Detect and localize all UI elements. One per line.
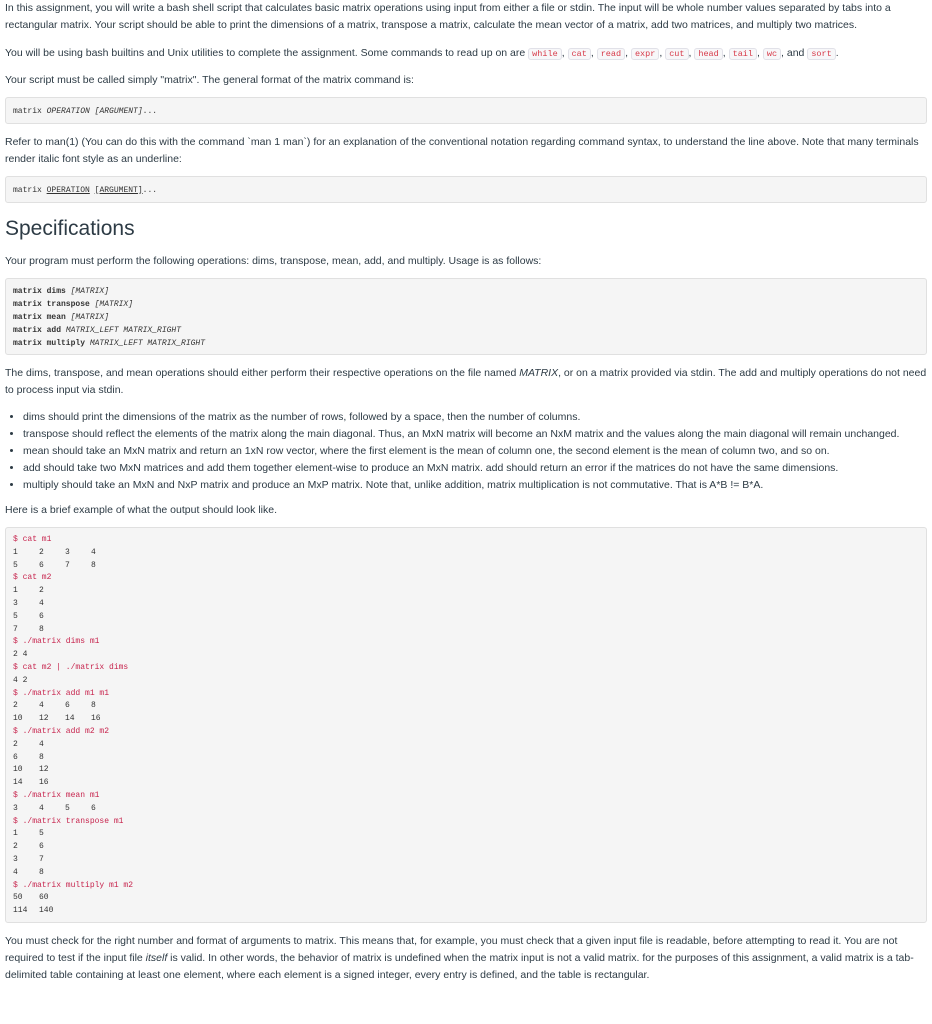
usage-row: matrix add MATRIX_LEFT MATRIX_RIGHT (13, 326, 182, 335)
example-line (13, 624, 919, 637)
matrix-cell: 5 (13, 611, 18, 621)
and-text: , and (781, 47, 805, 59)
bullet-item: • dims should print the dimensions of the matrix as the number of rows, followed by a space, then the number of columns. (23, 409, 927, 426)
matrix-cell: 4 (39, 803, 44, 813)
matrix-cell: 3 (13, 803, 18, 813)
bullet-item: • multiply should take an MxN and NxP matrix and produce an MxP matrix. Note that, unlike addition, matrix multiplication is not commutative. That is A*B != B*A. (23, 477, 927, 494)
commands-paragraph (5, 45, 927, 63)
matrix-cell: 2 (13, 842, 18, 852)
usage-row: matrix dims [MATRIX] (13, 287, 110, 296)
shell-prompt: $ ./matrix add m2 m2 (13, 726, 110, 736)
matrix-cell: 8 (39, 624, 44, 634)
example-line (13, 841, 919, 854)
shell-prompt: $ ./matrix multiply m1 m2 (13, 880, 134, 890)
example-line (13, 598, 919, 611)
matrix-cell: 3 (13, 598, 18, 608)
matrix-cell: 7 (39, 854, 44, 864)
example-line (13, 675, 919, 688)
matrix-cell: 2 (13, 701, 18, 711)
script-name-paragraph: Your script must be called simply "matrix". The general format of the matrix command is: (5, 74, 414, 86)
example-line (13, 688, 919, 701)
command-code: head (694, 48, 722, 60)
example-line (13, 854, 919, 867)
command-code: expr (631, 48, 659, 60)
itself-italic: itself (145, 952, 168, 964)
example-line (13, 636, 919, 649)
command-code: read (597, 48, 625, 60)
command-code: cut (665, 48, 688, 60)
usage-row: matrix transpose [MATRIX] (13, 300, 134, 309)
usage-cmd: matrix (13, 107, 47, 116)
example-intro-paragraph: Here is a brief example of what the output should look like. (5, 504, 277, 516)
command-code: cat (568, 48, 591, 60)
example-line (13, 713, 919, 726)
matrix-cell: 6 (39, 560, 44, 570)
matrix-cell: 8 (39, 752, 44, 762)
example-line (13, 867, 919, 880)
example-line (13, 777, 919, 790)
matrix-cell: 140 (39, 906, 54, 916)
usage-code-block (5, 97, 927, 124)
example-line (13, 560, 919, 573)
matrix-cell: 16 (91, 714, 101, 724)
command-list: while , cat , read , expr , cut , head , tail , wc (528, 47, 781, 59)
usage-row: matrix mean [MATRIX] (13, 313, 110, 322)
usage-operation: OPERATION (46, 107, 90, 116)
matrix-cell: 6 (91, 803, 96, 813)
matrix-cell: 3 (65, 547, 70, 557)
period-text: . (835, 47, 839, 59)
matrix-cell: 4 (39, 739, 44, 749)
example-line (13, 547, 919, 560)
matrix-cell: 10 (13, 714, 23, 724)
matrix-cell: 14 (13, 778, 23, 788)
shell-prompt: $ cat m1 (13, 535, 52, 544)
shell-prompt: $ ./matrix add m1 m1 (13, 688, 110, 698)
matrix-cell: 7 (65, 560, 70, 570)
example-line (13, 803, 919, 816)
example-line (13, 534, 919, 547)
example-line (13, 585, 919, 598)
example-line (13, 649, 919, 662)
matrix-cell: 4 (39, 598, 44, 608)
matrix-cell: 2 (39, 547, 44, 557)
output-text: 2 4 (13, 650, 28, 660)
underline-usage-code-block: matrix OPERATION [ARGUMENT]... (5, 176, 927, 203)
matrix-cell: 5 (39, 829, 44, 839)
matrix-cell: 60 (39, 893, 49, 903)
operations-usage-code-block (5, 278, 927, 355)
example-line (13, 726, 919, 739)
example-line (13, 700, 919, 713)
example-line (13, 662, 919, 675)
matrix-cell: 3 (13, 854, 18, 864)
intro-paragraph: In this assignment, you will write a bash shell script that calculates basic matrix operations using input from either a file or stdin. The input will be whole number values separated by tabs into a rectangular matrix. Your script should be able to print the dimensions of a matrix, transpose a matrix, calculate the mean vector of a matrix, add two matrices, and multiply two matrices. (5, 2, 891, 31)
shell-prompt: $ cat m2 (13, 573, 52, 583)
example-line (13, 752, 919, 765)
example-line (13, 739, 919, 752)
spec-intro-paragraph: Your program must perform the following operations: dims, transpose, mean, add, and multiply. Usage is as follows: (5, 255, 542, 267)
matrix-cell: 6 (65, 701, 70, 711)
shell-prompt: $ ./matrix dims m1 (13, 637, 100, 647)
example-line (13, 764, 919, 777)
matrix-cell: 1 (13, 586, 18, 596)
bullet-item: • transpose should reflect the elements of the matrix along the main diagonal. Thus, an MxN matrix will become an NxM matrix and the values along the main diagonal will remain unchanged. (23, 426, 927, 443)
matrix-cell: 8 (91, 560, 96, 570)
validation-paragraph: You must check for the right number and format of arguments to matrix. This means that, for example, you must check that a given input file is readable, before attempting to read it. You are not required to test if the input file itself is valid. In other words, the behavior of matrix is undefined when the matrix input is not a valid matrix. for the purposes of this assignment, a valid matrix is a tab-delimited table containing at least one element, where each element is a signed integer, every entry is defined, and the table is rectangular. (5, 935, 914, 981)
shell-prompt: $ ./matrix mean m1 (13, 790, 100, 800)
matrix-cell: 8 (91, 701, 96, 711)
example-line (13, 880, 919, 893)
specifications-heading: Specifications (5, 217, 135, 240)
matrix-cell: 14 (65, 714, 75, 724)
matrix-cell: 12 (39, 714, 49, 724)
example-line (13, 828, 919, 841)
command-code: wc (763, 48, 781, 60)
shell-prompt: $ cat m2 | ./matrix dims (13, 662, 129, 672)
example-line (13, 790, 919, 803)
example-line (13, 572, 919, 585)
bullet-item: • add should take two MxN matrices and add them together element-wise to produce an MxN matrix. add should return an error if the matrices do not have the same dimensions. (23, 460, 927, 477)
operations-paragraph: The dims, transpose, and mean operations should either perform their respective operations on the file named MATRIX, or on a matrix provided via stdin. The add and multiply operations do not need to process input via stdin. (5, 367, 927, 396)
matrix-cell: 114 (13, 906, 28, 916)
usage-argument-underlined: [ARGUMENT] (94, 186, 143, 195)
matrix-cell: 8 (39, 867, 44, 877)
matrix-cell: 5 (65, 803, 70, 813)
usage-operation-underlined: OPERATION (46, 186, 90, 195)
matrix-cell: 12 (39, 765, 49, 775)
matrix-cell: 1 (13, 829, 18, 839)
bullet-item: • mean should take an MxN matrix and return an 1xN row vector, where the first element is the mean of column one, the second element is the mean of column two, and so on. (23, 443, 927, 460)
example-output-code-block (5, 527, 927, 923)
matrix-cell: 6 (39, 842, 44, 852)
matrix-cell: 2 (13, 739, 18, 749)
matrix-italic: MATRIX (519, 367, 559, 379)
example-line (13, 892, 919, 905)
output-text: 4 2 (13, 675, 28, 685)
matrix-cell: 4 (91, 547, 96, 557)
example-line (13, 816, 919, 829)
matrix-cell: 7 (13, 624, 18, 634)
shell-prompt: $ ./matrix transpose m1 (13, 816, 124, 826)
matrix-cell: 50 (13, 893, 23, 903)
command-code: sort (807, 48, 835, 60)
usage-dots: ... (142, 107, 158, 116)
commands-intro-text: You will be using bash builtins and Unix utilities to complete the assignment. Some commands to read up on are (5, 47, 526, 59)
operations-bullet-list (5, 409, 927, 494)
matrix-cell: 2 (39, 586, 44, 596)
usage-argument: [ARGUMENT] (94, 107, 143, 116)
matrix-cell: 6 (13, 752, 18, 762)
command-code: while (528, 48, 562, 60)
example-line (13, 905, 919, 918)
command-code: tail (729, 48, 757, 60)
matrix-cell: 4 (13, 867, 18, 877)
matrix-cell: 6 (39, 611, 44, 621)
matrix-cell: 1 (13, 547, 18, 557)
matrix-cell: 10 (13, 765, 23, 775)
refer-paragraph: Refer to man(1) (You can do this with the command `man 1 man`) for an explanation of the conventional notation regarding command syntax, to understand the line above. Note that many terminals render italic font style as an underline: (5, 136, 919, 165)
matrix-cell: 5 (13, 560, 18, 570)
matrix-cell: 4 (39, 701, 44, 711)
usage-row: matrix multiply MATRIX_LEFT MATRIX_RIGHT (13, 339, 206, 348)
matrix-cell: 16 (39, 778, 49, 788)
example-line (13, 611, 919, 624)
